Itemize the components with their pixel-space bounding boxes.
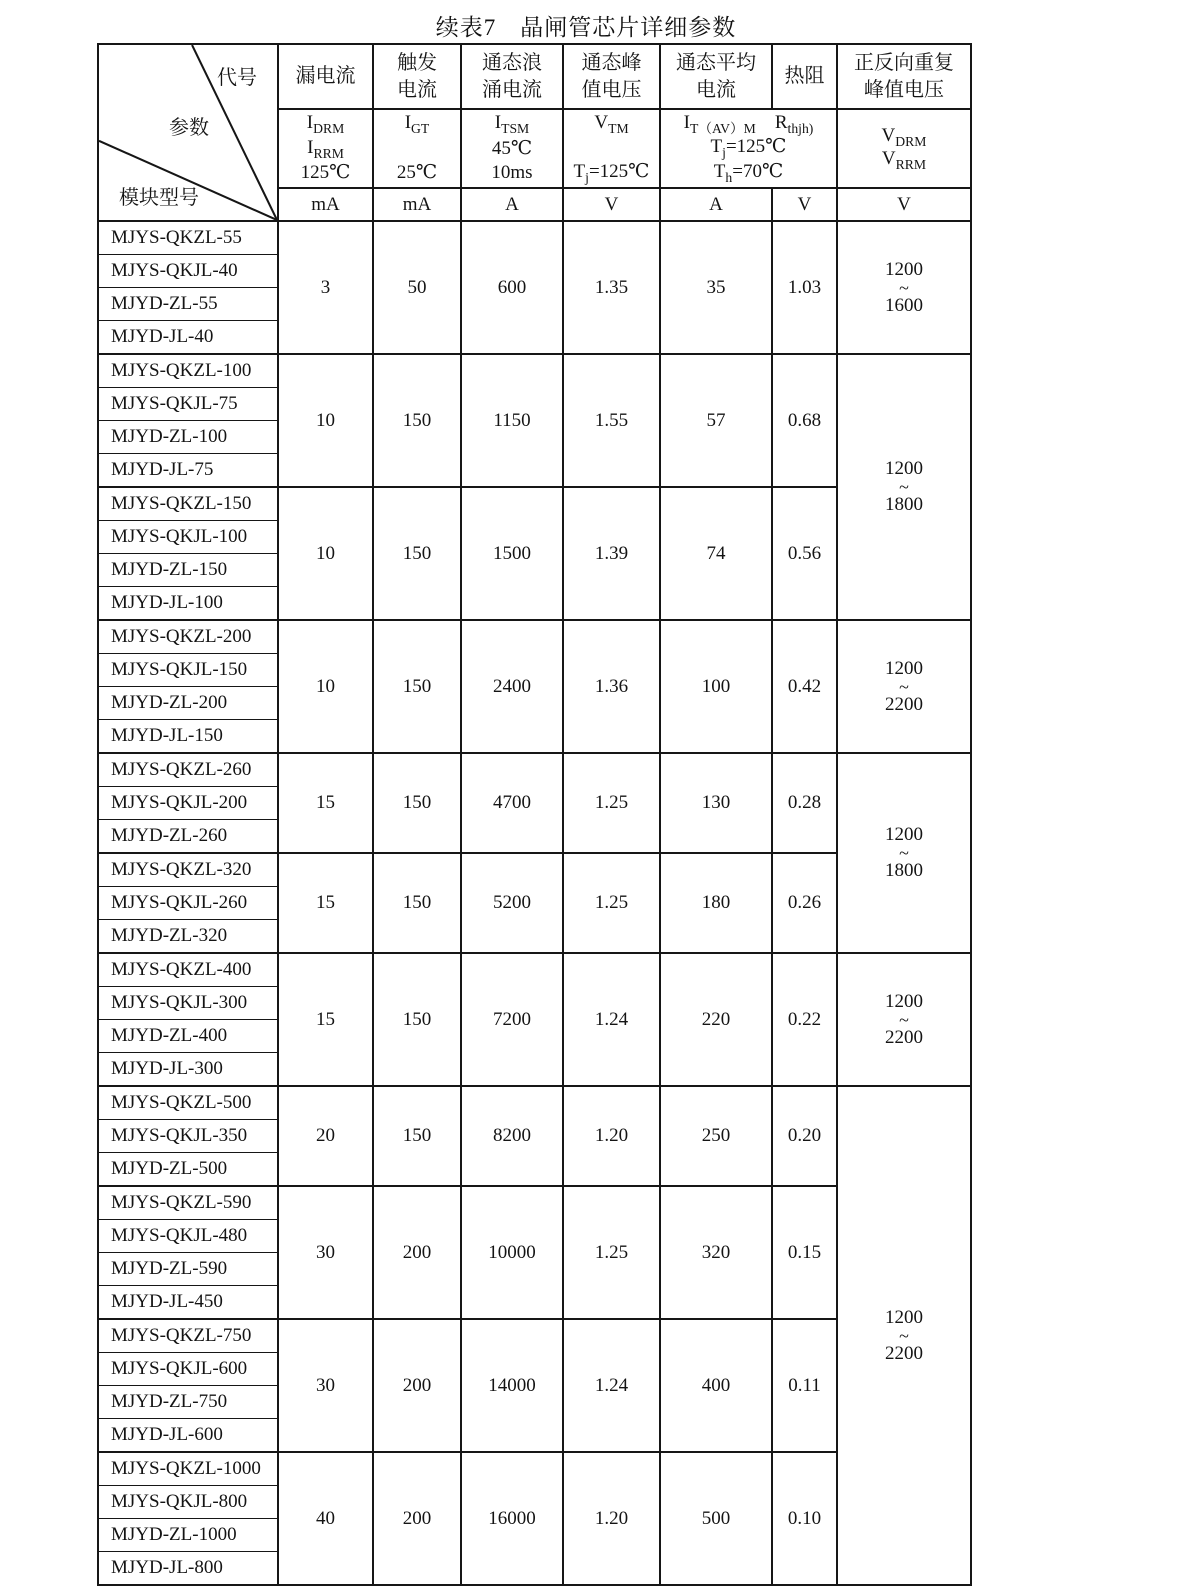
value-cell-voltage-range: [837, 1086, 971, 1585]
model-cell: MJYS-QKJL-480: [98, 1220, 278, 1253]
col-header-thermal-resistance: [772, 44, 837, 109]
value-cell-leakage-current: 3: [278, 221, 373, 354]
value-cell-average-current: 500: [660, 1452, 772, 1585]
value-cell-thermal-resistance: 0.26: [772, 853, 837, 953]
value-cell-peak-voltage: 1.20: [563, 1086, 660, 1186]
unit-cell-trigger: mA: [373, 188, 461, 221]
value-cell-thermal-resistance: 0.22: [772, 953, 837, 1086]
value-cell-thermal-resistance: 0.28: [772, 753, 837, 853]
col-header-text: 触发: [397, 52, 437, 75]
model-cell: MJYS-QKZL-150: [98, 487, 278, 521]
col-header-text: 正反向重复: [854, 52, 954, 75]
value-cell-average-current: 180: [660, 853, 772, 953]
param-cell-vtm: [563, 109, 660, 188]
model-cell: MJYD-JL-100: [98, 587, 278, 621]
voltage-range-value: 2200: [885, 1342, 923, 1364]
param-symbol-line: $T_j=125℃$: [573, 160, 650, 185]
value-cell-voltage-range: [837, 221, 971, 354]
col-header-text: 漏电流: [295, 65, 356, 88]
value-cell-trigger-current: 150: [373, 487, 461, 620]
model-cell: MJYS-QKJL-800: [98, 1486, 278, 1519]
value-cell-average-current: 320: [660, 1186, 772, 1319]
value-cell-peak-voltage: 1.55: [563, 354, 660, 487]
value-cell-thermal-resistance: 0.11: [772, 1319, 837, 1452]
value-cell-voltage-range: [837, 953, 971, 1086]
param-symbol-line: 10ms: [491, 161, 533, 183]
model-cell: MJYS-QKJL-100: [98, 521, 278, 554]
value-cell-trigger-current: 150: [373, 1086, 461, 1186]
param-symbol-line: $I_{GT}$: [404, 112, 430, 136]
model-cell: MJYD-JL-600: [98, 1419, 278, 1453]
voltage-range-value: 1800: [885, 494, 923, 515]
corner-label-param: 参数: [169, 117, 209, 139]
model-cell: MJYS-QKZL-200: [98, 620, 278, 654]
col-header-leakage-current: [278, 44, 373, 109]
model-cell: MJYS-QKZL-590: [98, 1186, 278, 1220]
value-cell-peak-voltage: 1.39: [563, 487, 660, 620]
col-header-text: 电流: [696, 78, 736, 101]
value-cell-thermal-resistance: 0.10: [772, 1452, 837, 1585]
param-symbol-line: $V_{RRM}$: [881, 148, 927, 172]
table-row: [98, 221, 971, 255]
unit-cell-vtm: V: [563, 188, 660, 221]
model-cell: MJYS-QKJL-260: [98, 887, 278, 920]
voltage-range-value: 1600: [885, 294, 923, 316]
voltage-range-value: 2200: [885, 1026, 923, 1048]
value-cell-leakage-current: 10: [278, 487, 373, 620]
value-cell-thermal-resistance: 0.68: [772, 354, 837, 487]
value-cell-peak-voltage: 1.20: [563, 1452, 660, 1585]
model-cell: MJYD-JL-800: [98, 1552, 278, 1586]
param-symbol-line: 125℃: [300, 162, 351, 183]
value-cell-surge-current: 600: [461, 221, 563, 354]
table-row: [98, 753, 971, 787]
voltage-range-tilde: ~: [899, 1325, 909, 1346]
value-cell-surge-current: 4700: [461, 753, 563, 853]
model-cell: MJYS-QKZL-100: [98, 354, 278, 388]
model-cell: MJYS-QKZL-750: [98, 1319, 278, 1353]
voltage-range-value: 2200: [885, 693, 923, 715]
voltage-range-tilde: ~: [899, 843, 909, 863]
voltage-range-value: 1200: [885, 458, 923, 479]
voltage-range-tilde: ~: [899, 676, 909, 697]
value-cell-peak-voltage: 1.25: [563, 1186, 660, 1319]
value-cell-surge-current: 1150: [461, 354, 563, 487]
voltage-range-tilde: ~: [899, 477, 909, 497]
value-cell-leakage-current: 20: [278, 1086, 373, 1186]
value-cell-leakage-current: 10: [278, 354, 373, 487]
value-cell-thermal-resistance: 0.20: [772, 1086, 837, 1186]
param-cell-leakage: [278, 109, 373, 188]
header-label-row: [98, 44, 971, 109]
model-cell: MJYD-ZL-150: [98, 554, 278, 587]
value-cell-trigger-current: 150: [373, 354, 461, 487]
table-title: 续表7 晶闸管芯片详细参数: [435, 15, 737, 40]
value-cell-peak-voltage: 1.35: [563, 221, 660, 354]
param-cell-vdrm-vrrm: [837, 109, 971, 188]
voltage-range-value: 1800: [885, 860, 923, 881]
value-cell-peak-voltage: 1.25: [563, 753, 660, 853]
model-cell: MJYS-QKZL-55: [98, 221, 278, 255]
value-cell-leakage-current: 10: [278, 620, 373, 753]
value-cell-trigger-current: 200: [373, 1319, 461, 1452]
model-cell: MJYD-ZL-260: [98, 820, 278, 854]
model-cell: MJYD-ZL-320: [98, 920, 278, 954]
model-cell: MJYD-ZL-100: [98, 421, 278, 454]
value-cell-surge-current: 16000: [461, 1452, 563, 1585]
value-cell-voltage-range: [837, 354, 971, 620]
value-cell-thermal-resistance: 0.42: [772, 620, 837, 753]
model-cell: MJYS-QKJL-200: [98, 787, 278, 820]
model-cell: MJYD-ZL-55: [98, 288, 278, 321]
value-cell-voltage-range: [837, 620, 971, 753]
model-cell: MJYD-JL-150: [98, 720, 278, 754]
param-cell-surge: [461, 109, 563, 188]
value-cell-average-current: 400: [660, 1319, 772, 1452]
model-cell: MJYS-QKZL-320: [98, 853, 278, 887]
param-symbol-line: 25℃: [396, 161, 438, 183]
model-cell: MJYS-QKJL-300: [98, 987, 278, 1020]
col-header-text: 通态浪: [482, 52, 542, 75]
param-symbol-line: $I_{T(AV)M}$ $R_{thjh)}$: [683, 112, 814, 136]
model-cell: MJYD-ZL-400: [98, 1020, 278, 1053]
unit-cell-leakage: mA: [278, 188, 373, 221]
voltage-range-value: 1200: [885, 824, 923, 845]
param-symbol-line: $V_{DRM}$: [881, 124, 927, 149]
thyristor-parameter-table: [97, 43, 972, 1586]
table-row: [98, 354, 971, 388]
model-cell: MJYS-QKZL-1000: [98, 1452, 278, 1486]
voltage-range-value: 1200: [885, 990, 923, 1012]
table-header: [98, 44, 971, 221]
model-cell: MJYS-QKJL-40: [98, 255, 278, 288]
value-cell-peak-voltage: 1.25: [563, 853, 660, 953]
model-cell: MJYS-QKZL-400: [98, 953, 278, 987]
value-cell-leakage-current: 30: [278, 1319, 373, 1452]
voltage-range-tilde: ~: [899, 1009, 909, 1030]
value-cell-surge-current: 7200: [461, 953, 563, 1086]
model-cell: MJYD-ZL-590: [98, 1253, 278, 1286]
table-body: [98, 221, 971, 1585]
col-header-text: 通态峰: [581, 52, 642, 75]
value-cell-leakage-current: 30: [278, 1186, 373, 1319]
model-cell: MJYD-JL-75: [98, 454, 278, 488]
col-header-peak-voltage: [563, 44, 660, 109]
value-cell-leakage-current: 40: [278, 1452, 373, 1585]
voltage-range-value: 1200: [885, 1306, 923, 1328]
unit-cell-surge: A: [461, 188, 563, 221]
value-cell-leakage-current: 15: [278, 953, 373, 1086]
model-cell: MJYD-ZL-200: [98, 687, 278, 720]
model-cell: MJYD-ZL-500: [98, 1153, 278, 1187]
value-cell-peak-voltage: 1.36: [563, 620, 660, 753]
model-cell: MJYD-JL-300: [98, 1053, 278, 1087]
value-cell-voltage-range: [837, 753, 971, 953]
col-header-text: 热阻: [784, 65, 825, 88]
param-cell-trigger: [373, 109, 461, 188]
model-cell: MJYS-QKZL-500: [98, 1086, 278, 1120]
value-cell-surge-current: 5200: [461, 853, 563, 953]
value-cell-average-current: 130: [660, 753, 772, 853]
value-cell-average-current: 74: [660, 487, 772, 620]
value-cell-trigger-current: 200: [373, 1452, 461, 1585]
model-cell: MJYD-ZL-1000: [98, 1519, 278, 1552]
col-header-text: 值电压: [581, 78, 642, 101]
corner-label-code: 代号: [217, 67, 257, 89]
param-symbol-line: 45℃: [491, 137, 533, 159]
model-cell: MJYD-JL-40: [98, 321, 278, 355]
value-cell-thermal-resistance: 0.15: [772, 1186, 837, 1319]
value-cell-trigger-current: 50: [373, 221, 461, 354]
value-cell-average-current: 57: [660, 354, 772, 487]
value-cell-peak-voltage: 1.24: [563, 953, 660, 1086]
col-header-text: 涌电流: [482, 78, 542, 101]
unit-cell-vdrm: V: [837, 188, 971, 221]
value-cell-average-current: 220: [660, 953, 772, 1086]
model-cell: MJYD-ZL-750: [98, 1386, 278, 1419]
value-cell-surge-current: 10000: [461, 1186, 563, 1319]
model-cell: MJYS-QKJL-75: [98, 388, 278, 421]
param-symbol-line: $T_j=125℃$: [710, 136, 787, 161]
value-cell-peak-voltage: 1.24: [563, 1319, 660, 1452]
corner-header-cell: [98, 44, 278, 221]
value-cell-thermal-resistance: 1.03: [772, 221, 837, 354]
voltage-range-tilde: ~: [899, 277, 909, 298]
model-cell: MJYS-QKJL-350: [98, 1120, 278, 1153]
value-cell-average-current: 100: [660, 620, 772, 753]
table-row: [98, 953, 971, 987]
param-symbol-line: $I_{DRM}$: [306, 112, 345, 136]
value-cell-surge-current: 2400: [461, 620, 563, 753]
model-cell: MJYS-QKJL-600: [98, 1353, 278, 1386]
value-cell-trigger-current: 150: [373, 753, 461, 853]
value-cell-thermal-resistance: 0.56: [772, 487, 837, 620]
value-cell-surge-current: 1500: [461, 487, 563, 620]
value-cell-trigger-current: 150: [373, 853, 461, 953]
model-cell: MJYS-QKJL-150: [98, 654, 278, 687]
col-header-surge-current: [461, 44, 563, 109]
value-cell-average-current: 250: [660, 1086, 772, 1186]
col-header-trigger-current: [373, 44, 461, 109]
col-header-average-current: [660, 44, 772, 109]
param-cell-average-and-thermal: [660, 109, 837, 188]
param-symbol-line: $I_{RRM}$: [307, 137, 344, 161]
corner-label-module: 模块型号: [119, 187, 199, 209]
param-symbol-line: $V_{TM}$: [594, 112, 629, 136]
value-cell-leakage-current: 15: [278, 753, 373, 853]
model-cell: MJYD-JL-450: [98, 1286, 278, 1320]
param-symbol-line: $I_{TSM}$: [494, 112, 530, 136]
model-cell: MJYS-QKZL-260: [98, 753, 278, 787]
unit-cell-average: A: [660, 188, 772, 221]
voltage-range-value: 1200: [885, 258, 923, 280]
param-symbol-line: $T_h=70℃$: [713, 160, 784, 185]
table-row: [98, 1086, 971, 1120]
col-header-text: 峰值电压: [864, 78, 944, 101]
value-cell-surge-current: 8200: [461, 1086, 563, 1186]
col-header-text: 通态平均: [676, 52, 756, 75]
table-row: [98, 620, 971, 654]
value-cell-trigger-current: 150: [373, 953, 461, 1086]
col-header-repetitive-peak-voltage: [837, 44, 971, 109]
voltage-range-value: 1200: [885, 657, 923, 679]
value-cell-average-current: 35: [660, 221, 772, 354]
value-cell-trigger-current: 150: [373, 620, 461, 753]
col-header-text: 电流: [397, 78, 437, 101]
unit-cell-thermal: V: [772, 188, 837, 221]
value-cell-trigger-current: 200: [373, 1186, 461, 1319]
value-cell-surge-current: 14000: [461, 1319, 563, 1452]
value-cell-leakage-current: 15: [278, 853, 373, 953]
